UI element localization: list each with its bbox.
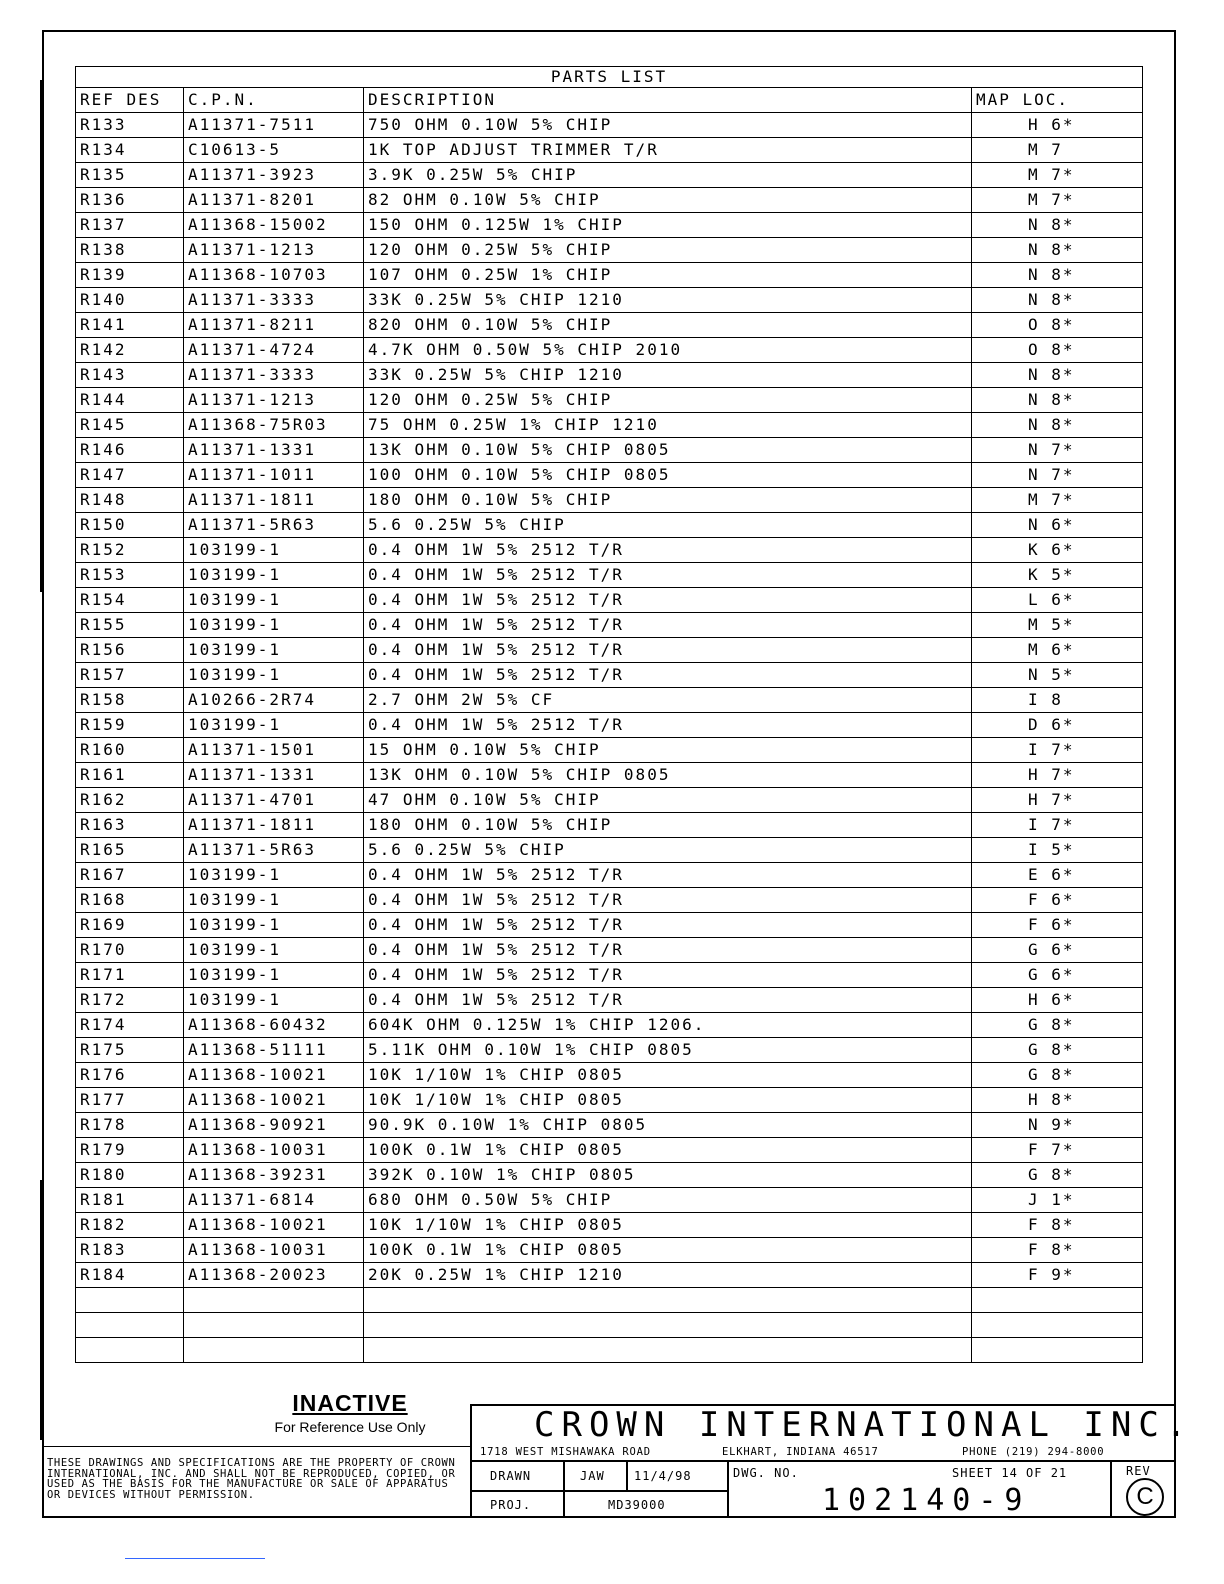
cell-cpn: A10266-2R74	[184, 688, 364, 713]
cell-description: 0.4 OHM 1W 5% 2512 T/R	[364, 713, 972, 738]
cell-description: 82 OHM 0.10W 5% CHIP	[364, 188, 972, 213]
cell-cpn: A11371-1331	[184, 763, 364, 788]
table-row	[76, 438, 1143, 463]
cell-description: 5.6 0.25W 5% CHIP	[364, 838, 972, 863]
table-row	[76, 963, 1143, 988]
cell-map-loc: N 9*	[972, 1113, 1143, 1138]
cell-description: 120 OHM 0.25W 5% CHIP	[364, 238, 972, 263]
cell-ref-des: R175	[76, 1038, 184, 1063]
cell-map-loc: I 7*	[972, 813, 1143, 838]
table-row	[76, 813, 1143, 838]
table-row	[76, 288, 1143, 313]
table-row	[76, 1313, 1143, 1338]
cell-map-loc: N 5*	[972, 663, 1143, 688]
tb-divider	[727, 1460, 729, 1518]
cell-map-loc: F 9*	[972, 1263, 1143, 1288]
cell-ref-des: R179	[76, 1138, 184, 1163]
cell-description: 0.4 OHM 1W 5% 2512 T/R	[364, 588, 972, 613]
table-row	[76, 788, 1143, 813]
cell-cpn: 103199-1	[184, 713, 364, 738]
cell-description: 20K 0.25W 1% CHIP 1210	[364, 1263, 972, 1288]
rev-label: REV	[1126, 1464, 1151, 1478]
cell-map-loc: E 6*	[972, 863, 1143, 888]
cell-description: 13K OHM 0.10W 5% CHIP 0805	[364, 438, 972, 463]
table-row	[76, 863, 1143, 888]
cell-ref-des: R146	[76, 438, 184, 463]
table-row	[76, 338, 1143, 363]
cell-cpn: 103199-1	[184, 638, 364, 663]
table-row	[76, 413, 1143, 438]
cell-map-loc	[972, 1313, 1143, 1338]
cell-map-loc: H 8*	[972, 1088, 1143, 1113]
parts-list-title: PARTS LIST	[76, 67, 1143, 88]
cell-description: 100K 0.1W 1% CHIP 0805	[364, 1238, 972, 1263]
cell-cpn: A11368-10703	[184, 263, 364, 288]
cell-map-loc: F 6*	[972, 913, 1143, 938]
header-cpn: C.P.N.	[184, 88, 364, 113]
cell-cpn: A11371-4724	[184, 338, 364, 363]
drawn-label: DRAWN	[490, 1469, 532, 1483]
cell-ref-des: R140	[76, 288, 184, 313]
cell-description: 13K OHM 0.10W 5% CHIP 0805	[364, 763, 972, 788]
cell-cpn: 103199-1	[184, 963, 364, 988]
cell-cpn: A11368-90921	[184, 1113, 364, 1138]
table-row	[76, 463, 1143, 488]
cell-map-loc: H 6*	[972, 988, 1143, 1013]
cell-cpn: A11371-3333	[184, 363, 364, 388]
cell-description: 4.7K OHM 0.50W 5% CHIP 2010	[364, 338, 972, 363]
cell-ref-des: R136	[76, 188, 184, 213]
header-ref-des: REF DES	[76, 88, 184, 113]
cell-cpn: A11371-5R63	[184, 838, 364, 863]
parts-list-table	[75, 66, 1143, 1363]
cell-map-loc: O 8*	[972, 338, 1143, 363]
cell-map-loc: M 6*	[972, 638, 1143, 663]
cell-cpn: A11371-3333	[184, 288, 364, 313]
cell-ref-des	[76, 1313, 184, 1338]
tb-divider	[563, 1460, 565, 1518]
cell-cpn: A11368-10031	[184, 1238, 364, 1263]
cell-cpn: A11371-1811	[184, 813, 364, 838]
cell-map-loc: L 6*	[972, 588, 1143, 613]
table-row	[76, 488, 1143, 513]
cell-ref-des: R162	[76, 788, 184, 813]
cell-description: 0.4 OHM 1W 5% 2512 T/R	[364, 638, 972, 663]
cell-map-loc: M 5*	[972, 613, 1143, 638]
cell-ref-des: R157	[76, 663, 184, 688]
cell-map-loc: N 7*	[972, 438, 1143, 463]
cell-description: 0.4 OHM 1W 5% 2512 T/R	[364, 963, 972, 988]
cell-ref-des: R169	[76, 913, 184, 938]
cell-ref-des: R155	[76, 613, 184, 638]
cell-ref-des: R134	[76, 138, 184, 163]
cell-ref-des	[76, 1338, 184, 1363]
cell-description: 47 OHM 0.10W 5% CHIP	[364, 788, 972, 813]
cell-description: 0.4 OHM 1W 5% 2512 T/R	[364, 563, 972, 588]
drawn-by: JAW	[580, 1469, 605, 1483]
tb-divider	[470, 1460, 1176, 1462]
cell-cpn	[184, 1313, 364, 1338]
cell-cpn: A11371-1011	[184, 463, 364, 488]
tb-divider	[1110, 1460, 1112, 1518]
cell-description: 33K 0.25W 5% CHIP 1210	[364, 288, 972, 313]
cell-ref-des: R141	[76, 313, 184, 338]
cell-cpn: A11371-1213	[184, 388, 364, 413]
tb-divider	[626, 1460, 628, 1490]
cell-description: 0.4 OHM 1W 5% 2512 T/R	[364, 613, 972, 638]
cell-description: 820 OHM 0.10W 5% CHIP	[364, 313, 972, 338]
table-row	[76, 763, 1143, 788]
table-row	[76, 388, 1143, 413]
cell-ref-des: R176	[76, 1063, 184, 1088]
cell-cpn	[184, 1288, 364, 1313]
cell-description: 5.11K OHM 0.10W 1% CHIP 0805	[364, 1038, 972, 1063]
table-row	[76, 1238, 1143, 1263]
header-map-loc: MAP LOC.	[972, 88, 1143, 113]
cell-description	[364, 1338, 972, 1363]
table-row	[76, 213, 1143, 238]
cell-description: 15 OHM 0.10W 5% CHIP	[364, 738, 972, 763]
cell-ref-des: R170	[76, 938, 184, 963]
table-row	[76, 938, 1143, 963]
company-name: CROWN INTERNATIONAL INC.	[534, 1405, 1194, 1445]
cell-map-loc: G 6*	[972, 963, 1143, 988]
cell-description: 180 OHM 0.10W 5% CHIP	[364, 488, 972, 513]
cell-map-loc: M 7*	[972, 163, 1143, 188]
cell-map-loc: M 7*	[972, 488, 1143, 513]
table-row	[76, 238, 1143, 263]
cell-description: 107 OHM 0.25W 1% CHIP	[364, 263, 972, 288]
cell-cpn: 103199-1	[184, 863, 364, 888]
cell-cpn: A11371-8211	[184, 313, 364, 338]
table-row	[76, 988, 1143, 1013]
cell-cpn: 103199-1	[184, 538, 364, 563]
cell-map-loc: H 7*	[972, 763, 1143, 788]
header-row	[76, 88, 1143, 113]
table-row	[76, 263, 1143, 288]
table-row	[76, 1288, 1143, 1313]
table-row	[76, 1038, 1143, 1063]
cell-map-loc: N 7*	[972, 463, 1143, 488]
table-row	[76, 738, 1143, 763]
cell-description: 0.4 OHM 1W 5% 2512 T/R	[364, 938, 972, 963]
cell-map-loc: N 8*	[972, 263, 1143, 288]
proprietary-notice: THESE DRAWINGS AND SPECIFICATIONS ARE THE PROPERTY OF CROWN INTERNATIONAL, INC. AND SHALL NOT BE REPRODUCED, COPIED, OR USED AS THE BASIS FOR THE MANUFACTURE OR SALE OF APPARATUS OR DEVICES WITHOUT PERMISSION.	[47, 1457, 456, 1501]
cell-cpn: A11371-3923	[184, 163, 364, 188]
inactive-title: INACTIVE	[292, 1390, 408, 1416]
cell-cpn: A11371-1501	[184, 738, 364, 763]
cell-ref-des: R178	[76, 1113, 184, 1138]
cell-ref-des: R133	[76, 113, 184, 138]
cell-map-loc: G 8*	[972, 1038, 1143, 1063]
table-row	[76, 163, 1143, 188]
cell-map-loc: G 8*	[972, 1013, 1143, 1038]
cell-cpn: A11368-75R03	[184, 413, 364, 438]
table-row	[76, 363, 1143, 388]
cell-ref-des: R156	[76, 638, 184, 663]
table-row	[76, 563, 1143, 588]
cell-map-loc: O 8*	[972, 313, 1143, 338]
cell-description: 1K TOP ADJUST TRIMMER T/R	[364, 138, 972, 163]
cell-description: 100K 0.1W 1% CHIP 0805	[364, 1138, 972, 1163]
drawn-date: 11/4/98	[634, 1469, 692, 1483]
cell-cpn: A11371-1811	[184, 488, 364, 513]
cell-map-loc: K 5*	[972, 563, 1143, 588]
cell-cpn: A11368-10031	[184, 1138, 364, 1163]
cell-cpn: A11371-1331	[184, 438, 364, 463]
cell-map-loc: M 7	[972, 138, 1143, 163]
page-footer-rule	[125, 1558, 265, 1559]
cell-map-loc: I 7*	[972, 738, 1143, 763]
cell-description: 2.7 OHM 2W 5% CF	[364, 688, 972, 713]
table-row	[76, 1163, 1143, 1188]
cell-ref-des: R181	[76, 1188, 184, 1213]
cell-map-loc: F 6*	[972, 888, 1143, 913]
cell-description: 0.4 OHM 1W 5% 2512 T/R	[364, 863, 972, 888]
cell-cpn: 103199-1	[184, 613, 364, 638]
table-row	[76, 663, 1143, 688]
cell-cpn: A11371-8201	[184, 188, 364, 213]
cell-map-loc: M 7*	[972, 188, 1143, 213]
cell-description: 33K 0.25W 5% CHIP 1210	[364, 363, 972, 388]
cell-map-loc: G 8*	[972, 1163, 1143, 1188]
cell-cpn: A11368-20023	[184, 1263, 364, 1288]
cell-ref-des: R167	[76, 863, 184, 888]
cell-cpn: A11368-60432	[184, 1013, 364, 1038]
cell-cpn: 103199-1	[184, 913, 364, 938]
cell-ref-des: R180	[76, 1163, 184, 1188]
cell-description: 10K 1/10W 1% CHIP 0805	[364, 1063, 972, 1088]
cell-cpn	[184, 1338, 364, 1363]
inactive-stamp	[262, 1390, 438, 1435]
cell-description: 120 OHM 0.25W 5% CHIP	[364, 388, 972, 413]
cell-ref-des: R148	[76, 488, 184, 513]
cell-cpn: C10613-5	[184, 138, 364, 163]
cell-cpn: 103199-1	[184, 588, 364, 613]
table-row	[76, 888, 1143, 913]
inactive-subtitle: For Reference Use Only	[274, 1419, 426, 1435]
table-row	[76, 1338, 1143, 1363]
cell-ref-des: R182	[76, 1213, 184, 1238]
cell-ref-des: R183	[76, 1238, 184, 1263]
cell-description: 150 OHM 0.125W 1% CHIP	[364, 213, 972, 238]
cell-description: 0.4 OHM 1W 5% 2512 T/R	[364, 913, 972, 938]
cell-map-loc: K 6*	[972, 538, 1143, 563]
cell-map-loc: I 5*	[972, 838, 1143, 863]
cell-ref-des: R144	[76, 388, 184, 413]
tb-divider	[470, 1490, 728, 1492]
table-row	[76, 838, 1143, 863]
cell-ref-des: R154	[76, 588, 184, 613]
cell-map-loc: H 7*	[972, 788, 1143, 813]
cell-cpn: A11371-7511	[184, 113, 364, 138]
table-row	[76, 1213, 1143, 1238]
table-row	[76, 138, 1143, 163]
cell-cpn: 103199-1	[184, 888, 364, 913]
cell-map-loc: G 8*	[972, 1063, 1143, 1088]
cell-description: 0.4 OHM 1W 5% 2512 T/R	[364, 663, 972, 688]
cell-cpn: A11368-15002	[184, 213, 364, 238]
cell-ref-des: R153	[76, 563, 184, 588]
cell-ref-des: R138	[76, 238, 184, 263]
cell-ref-des: R159	[76, 713, 184, 738]
sheet-number: SHEET 14 OF 21	[952, 1466, 1068, 1480]
cell-description: 0.4 OHM 1W 5% 2512 T/R	[364, 888, 972, 913]
cell-map-loc: N 8*	[972, 213, 1143, 238]
cell-description: 0.4 OHM 1W 5% 2512 T/R	[364, 988, 972, 1013]
table-row	[76, 1088, 1143, 1113]
cell-ref-des: R161	[76, 763, 184, 788]
table-row	[76, 638, 1143, 663]
cell-map-loc: D 6*	[972, 713, 1143, 738]
table-row	[76, 538, 1143, 563]
header-description: DESCRIPTION	[364, 88, 972, 113]
company-address: 1718 WEST MISHAWAKA ROAD	[480, 1446, 651, 1458]
table-row	[76, 1263, 1143, 1288]
cell-description: 75 OHM 0.25W 1% CHIP 1210	[364, 413, 972, 438]
cell-description: 680 OHM 0.50W 5% CHIP	[364, 1188, 972, 1213]
cell-ref-des: R177	[76, 1088, 184, 1113]
cell-cpn: 103199-1	[184, 663, 364, 688]
company-phone: PHONE (219) 294-8000	[962, 1446, 1105, 1458]
cell-map-loc: J 1*	[972, 1188, 1143, 1213]
cell-ref-des: R163	[76, 813, 184, 838]
cell-description: 180 OHM 0.10W 5% CHIP	[364, 813, 972, 838]
cell-cpn: A11368-10021	[184, 1213, 364, 1238]
left-margin-mark	[40, 80, 42, 592]
cell-map-loc: F 7*	[972, 1138, 1143, 1163]
cell-cpn: A11368-51111	[184, 1038, 364, 1063]
cell-description: 750 OHM 0.10W 5% CHIP	[364, 113, 972, 138]
cell-ref-des: R137	[76, 213, 184, 238]
cell-map-loc: N 8*	[972, 238, 1143, 263]
cell-description: 10K 1/10W 1% CHIP 0805	[364, 1088, 972, 1113]
cell-description: 392K 0.10W 1% CHIP 0805	[364, 1163, 972, 1188]
cell-description: 90.9K 0.10W 1% CHIP 0805	[364, 1113, 972, 1138]
cell-description: 3.9K 0.25W 5% CHIP	[364, 163, 972, 188]
cell-cpn: 103199-1	[184, 988, 364, 1013]
cell-ref-des: R174	[76, 1013, 184, 1038]
cell-map-loc: I 8	[972, 688, 1143, 713]
cell-map-loc: N 6*	[972, 513, 1143, 538]
cell-cpn: 103199-1	[184, 938, 364, 963]
notice-divider	[42, 1446, 470, 1447]
cell-map-loc: N 8*	[972, 388, 1143, 413]
cell-ref-des	[76, 1288, 184, 1313]
revision-letter: C	[1126, 1478, 1164, 1516]
cell-description: 10K 1/10W 1% CHIP 0805	[364, 1213, 972, 1238]
cell-map-loc: F 8*	[972, 1213, 1143, 1238]
table-row	[76, 513, 1143, 538]
table-row	[76, 713, 1143, 738]
table-row	[76, 613, 1143, 638]
cell-ref-des: R152	[76, 538, 184, 563]
cell-map-loc: G 6*	[972, 938, 1143, 963]
dwg-no-label: DWG. NO.	[733, 1466, 799, 1480]
table-row	[76, 688, 1143, 713]
cell-cpn: 103199-1	[184, 563, 364, 588]
cell-description: 0.4 OHM 1W 5% 2512 T/R	[364, 538, 972, 563]
cell-map-loc	[972, 1288, 1143, 1313]
proj-number: MD39000	[608, 1498, 666, 1512]
cell-map-loc: N 8*	[972, 413, 1143, 438]
proj-label: PROJ.	[490, 1498, 532, 1512]
cell-description: 5.6 0.25W 5% CHIP	[364, 513, 972, 538]
cell-cpn: A11371-6814	[184, 1188, 364, 1213]
table-row	[76, 188, 1143, 213]
table-row	[76, 313, 1143, 338]
cell-ref-des: R145	[76, 413, 184, 438]
cell-cpn: A11368-39231	[184, 1163, 364, 1188]
cell-ref-des: R184	[76, 1263, 184, 1288]
cell-map-loc: N 8*	[972, 288, 1143, 313]
cell-description	[364, 1313, 972, 1338]
cell-description: 100 OHM 0.10W 5% CHIP 0805	[364, 463, 972, 488]
company-city: ELKHART, INDIANA 46517	[722, 1446, 879, 1458]
cell-ref-des: R147	[76, 463, 184, 488]
cell-ref-des: R142	[76, 338, 184, 363]
cell-map-loc: N 8*	[972, 363, 1143, 388]
cell-ref-des: R172	[76, 988, 184, 1013]
cell-ref-des: R150	[76, 513, 184, 538]
cell-map-loc: F 8*	[972, 1238, 1143, 1263]
cell-ref-des: R139	[76, 263, 184, 288]
cell-ref-des: R143	[76, 363, 184, 388]
cell-cpn: A11368-10021	[184, 1088, 364, 1113]
cell-ref-des: R158	[76, 688, 184, 713]
cell-ref-des: R135	[76, 163, 184, 188]
cell-ref-des: R168	[76, 888, 184, 913]
left-margin-mark	[40, 1180, 42, 1440]
cell-map-loc: H 6*	[972, 113, 1143, 138]
table-row	[76, 588, 1143, 613]
table-row	[76, 1113, 1143, 1138]
table-row	[76, 113, 1143, 138]
table-row	[76, 913, 1143, 938]
cell-cpn: A11371-5R63	[184, 513, 364, 538]
cell-cpn: A11371-4701	[184, 788, 364, 813]
cell-cpn: A11368-10021	[184, 1063, 364, 1088]
cell-ref-des: R171	[76, 963, 184, 988]
cell-cpn: A11371-1213	[184, 238, 364, 263]
cell-description	[364, 1288, 972, 1313]
cell-ref-des: R165	[76, 838, 184, 863]
table-row	[76, 1063, 1143, 1088]
table-row	[76, 1013, 1143, 1038]
cell-description: 604K OHM 0.125W 1% CHIP 1206.	[364, 1013, 972, 1038]
drawing-number: 102140-9	[822, 1483, 1031, 1518]
table-row	[76, 1188, 1143, 1213]
table-row	[76, 1138, 1143, 1163]
cell-ref-des: R160	[76, 738, 184, 763]
cell-map-loc	[972, 1338, 1143, 1363]
